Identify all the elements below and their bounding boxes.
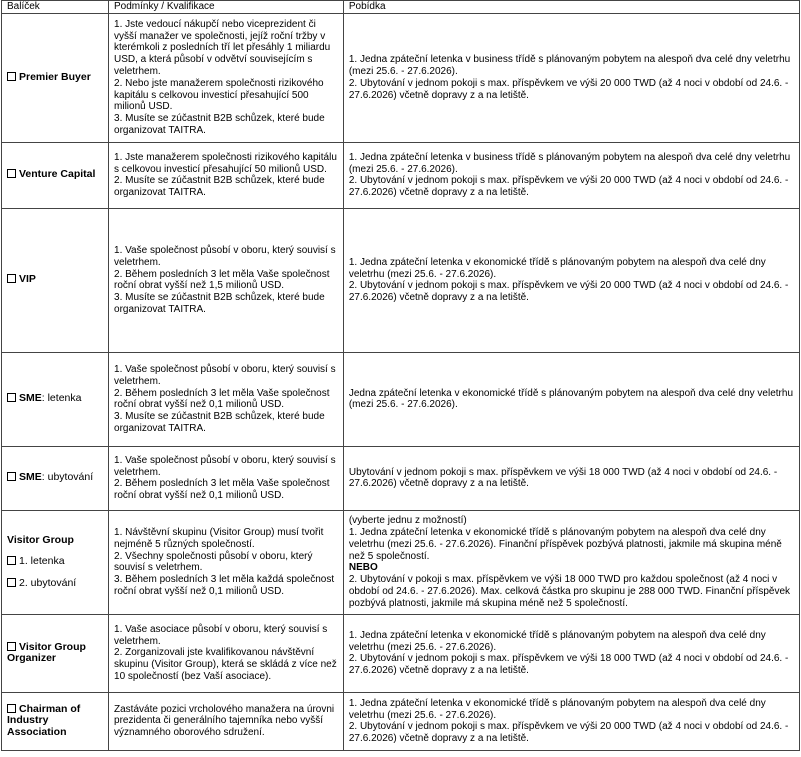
checkbox-icon xyxy=(7,578,16,587)
table-header-row xyxy=(2,1,800,14)
checkbox-icon xyxy=(7,393,16,402)
condition-item: 2. Všechny společnosti působí v oboru, který souvisí s veletrhem. xyxy=(114,550,313,574)
checkbox-icon xyxy=(7,642,16,651)
package-cell xyxy=(2,142,109,208)
conditions-cell xyxy=(109,510,344,614)
condition-item: 1. Vaše společnost působí v oboru, který souvisí s veletrhem. xyxy=(114,244,336,268)
incentive-cell xyxy=(343,142,799,208)
checkbox-icon xyxy=(7,169,16,178)
package-subname: : ubytování xyxy=(41,471,94,484)
incentive-cell xyxy=(343,352,799,446)
incentive-cell xyxy=(343,446,799,510)
condition-item: 1. Návštěvní skupinu (Visitor Group) musí tvořit nejméně 5 různých společností. xyxy=(114,526,324,550)
incentive-item: 2. Ubytování v jednom pokoji s max. příspěvkem ve výši 20 000 TWD (až 4 noci v období od 24.6. - 27.6.2026) včetně dopravy z a na letiště. xyxy=(348,280,789,304)
condition-item: 3. Během posledních 3 let měla každá společnost roční obrat vyšší než 0,1 milionů USD. xyxy=(114,574,335,597)
checkbox-icon xyxy=(7,72,16,81)
condition-item: 1. Jste manažerem společnosti rizikového kapitálu s celkovou investicí přesahující 50 milionů USD. xyxy=(114,151,337,175)
condition-item: 1. Vaše společnost působí v oboru, který souvisí s veletrhem. xyxy=(114,454,336,478)
package-cell xyxy=(2,614,109,692)
incentive-item: 2. Ubytování v pokoji s max. příspěvkem ve výši 18 000 TWD pro každou společnost (až 4 noci v období od 24.6. - 27.6.2026). Max. celková částka pro skupinu je 288 000 TWD. Finanční příspěvek pozbývá platnosti, jakmile má skupina méně než 5 společností. xyxy=(348,574,791,609)
conditions-cell xyxy=(109,208,344,352)
incentive-item: Ubytování v jednom pokoji s max. příspěvkem ve výši 18 000 TWD (až 4 noci v období od 24.6. - 27.6.2026) včetně dopravy z a na letiště. xyxy=(348,466,778,490)
condition-item: 2. Nebo jste manažerem společnosti rizikového kapitálu s celkovou investicí přesahující 500 milionů USD. xyxy=(114,77,324,113)
incentive-item: Jedna zpáteční letenka v ekonomické třídě s plánovaným pobytem na alespoň dva celé dny veletrhu (mezi 25.6. - 27.6.2026). xyxy=(348,387,793,411)
header-package: Balíček xyxy=(2,1,109,14)
package-cell xyxy=(2,352,109,446)
header-incentive: Pobídka xyxy=(343,1,799,14)
incentive-cell xyxy=(343,208,799,352)
checkbox-icon xyxy=(7,704,16,713)
incentive-item: 2. Ubytování v jednom pokoji s max. příspěvkem ve výši 20 000 TWD (až 4 noci v období od 24.6. - 27.6.2026) včetně dopravy z a na letiště. xyxy=(348,721,789,745)
header-conditions: Podmínky / Kvalifikace xyxy=(109,1,344,14)
conditions-cell xyxy=(109,142,344,208)
package-option: 2. ubytování xyxy=(7,578,103,590)
package-name: Premier Buyer xyxy=(19,70,91,83)
table-row xyxy=(2,13,800,142)
package-cell xyxy=(2,13,109,142)
package-name: Visitor Group Organizer xyxy=(7,640,86,665)
incentive-cell xyxy=(343,614,799,692)
package-name: Chairman of Industry Association xyxy=(7,702,81,739)
incentive-item: 2. Ubytování v jednom pokoji s max. příspěvkem ve výši 20 000 TWD (až 4 noci v období od 24.6. - 27.6.2026) včetně dopravy z a na letiště. xyxy=(348,175,789,199)
condition-item: 2. Během posledních 3 let měla Vaše společnost roční obrat vyšší než 0,1 milionů USD. xyxy=(114,387,330,411)
conditions-cell xyxy=(109,614,344,692)
condition-item: Zastáváte pozici vrcholového manažera na úrovni prezidenta či generálního tajemníka nebo vyšší významného oborového sdružení. xyxy=(114,703,335,739)
incentive-item: 1. Jedna zpáteční letenka v ekonomické třídě s plánovaným pobytem na alespoň dva celé dny veletrhu (mezi 25.6. - 27.6.2026). Finanční příspěvek pozbývá platnosti, jakmile má skupina méně než 5 společností. xyxy=(348,526,782,562)
condition-item: 1. Vaše společnost působí v oboru, který souvisí s veletrhem. xyxy=(114,363,336,387)
incentive-item: 1. Jedna zpáteční letenka v ekonomické třídě s plánovaným pobytem na alespoň dva celé dny veletrhu (mezi 25.6. - 27.6.2026). xyxy=(348,697,766,721)
packages-table xyxy=(1,0,800,751)
package-option: 1. letenka xyxy=(7,556,103,568)
table-row xyxy=(2,142,800,208)
incentive-cell xyxy=(343,692,799,750)
table-row xyxy=(2,446,800,510)
incentive-or: NEBO xyxy=(348,562,378,574)
package-cell xyxy=(2,208,109,352)
condition-item: 1. Jste vedoucí nákupčí nebo viceprezident či vyšší manažer ve společnosti, jejíž roční tržby v kterémkoli z posledních tří let přesáhly 1 miliardu USD, a která působí v odvětví souvisejícím s veletrhem. xyxy=(114,18,331,77)
table-row xyxy=(2,692,800,750)
checkbox-icon xyxy=(7,274,16,283)
condition-item: 3. Musíte se zúčastnit B2B schůzek, které bude organizovat TAITRA. xyxy=(114,411,325,434)
conditions-cell xyxy=(109,352,344,446)
package-name: VIP xyxy=(19,273,36,286)
table-row xyxy=(2,208,800,352)
incentive-item: 1. Jedna zpáteční letenka v ekonomické třídě s plánovaným pobytem na alespoň dva celé dny veletrhu (mezi 25.6. - 27.6.2026). xyxy=(348,629,766,653)
condition-item: 3. Musíte se zúčastnit B2B schůzek, které bude organizovat TAITRA. xyxy=(114,292,325,315)
incentive-item: 2. Ubytování v jednom pokoji s max. příspěvkem ve výši 20 000 TWD (až 4 noci v období od 24.6. - 27.6.2026) včetně dopravy z a na letiště. xyxy=(348,77,789,101)
incentive-item: 2. Ubytování v jednom pokoji s max. příspěvkem ve výši 18 000 TWD (až 4 noci v období od 24.6. - 27.6.2026) včetně dopravy z a na letiště. xyxy=(348,653,789,677)
condition-item: 2. Zorganizovali jste kvalifikovanou návštěvní skupinu (Visitor Group), která se skládá z více než 10 společností (bez Vaší asociace). xyxy=(114,647,337,682)
package-name: SME xyxy=(19,471,42,484)
package-cell xyxy=(2,446,109,510)
conditions-cell xyxy=(109,446,344,510)
condition-item: 2. Musíte se zúčastnit B2B schůzek, které bude organizovat TAITRA. xyxy=(114,175,325,199)
package-name: Visitor Group xyxy=(7,533,74,546)
conditions-cell xyxy=(109,13,344,142)
conditions-cell xyxy=(109,692,344,750)
package-cell xyxy=(2,692,109,750)
package-cell xyxy=(2,510,109,614)
table-row xyxy=(2,614,800,692)
checkbox-icon xyxy=(7,556,16,565)
incentive-item: 1. Jedna zpáteční letenka v business třídě s plánovaným pobytem na alespoň dva celé dny veletrhu (mezi 25.6. - 27.6.2026). xyxy=(348,54,791,77)
incentive-cell xyxy=(343,510,799,614)
incentive-item: 1. Jedna zpáteční letenka v ekonomické třídě s plánovaným pobytem na alespoň dva celé dny veletrhu (mezi 25.6. - 27.6.2026). xyxy=(348,256,766,280)
condition-item: 2. Během posledních 3 let měla Vaše společnost roční obrat vyšší než 1,5 milionů USD. xyxy=(114,268,330,292)
condition-item: 2. Během posledních 3 let měla Vaše společnost roční obrat vyšší než 0,1 milionů USD. xyxy=(114,478,330,502)
package-subname: : letenka xyxy=(41,392,82,405)
table-row xyxy=(2,352,800,446)
checkbox-icon xyxy=(7,472,16,481)
package-name: Venture Capital xyxy=(19,168,96,181)
incentive-intro: (vyberte jednu z možností) xyxy=(348,515,467,527)
condition-item: 3. Musíte se zúčastnit B2B schůzek, které bude organizovat TAITRA. xyxy=(114,113,325,136)
package-name: SME xyxy=(19,392,42,405)
incentive-item: 1. Jedna zpáteční letenka v business třídě s plánovaným pobytem na alespoň dva celé dny veletrhu (mezi 25.6. - 27.6.2026). xyxy=(348,151,791,175)
condition-item: 1. Vaše asociace působí v oboru, který souvisí s veletrhem. xyxy=(114,623,328,647)
incentive-cell xyxy=(343,13,799,142)
table-row xyxy=(2,510,800,614)
